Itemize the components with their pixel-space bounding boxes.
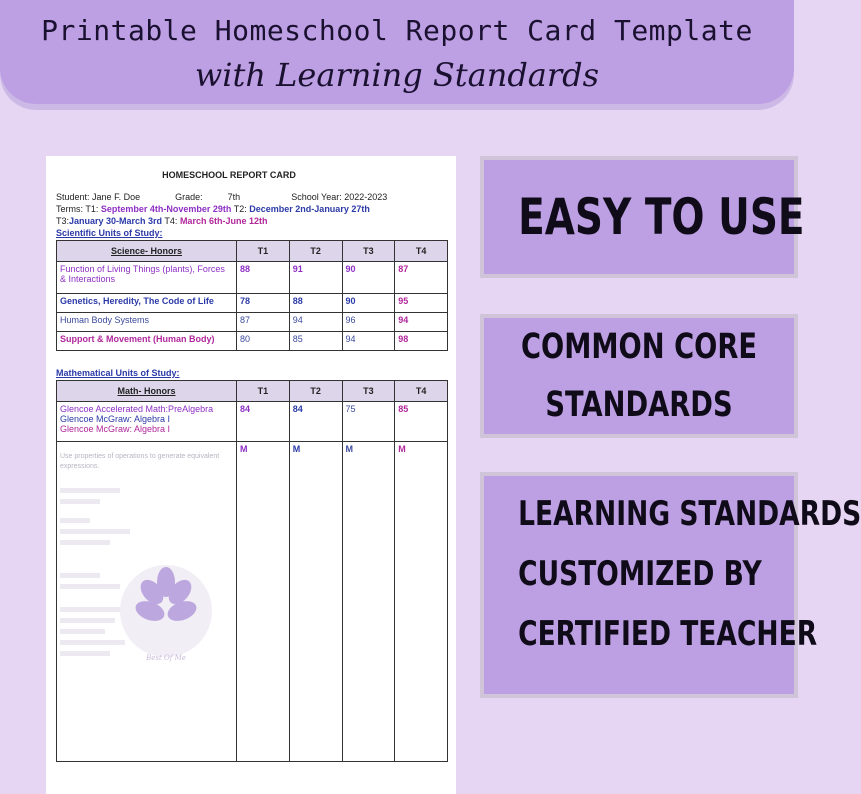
table-row: [57, 262, 448, 294]
term-header: T1: [237, 381, 290, 402]
t3-dates: January 30-March 3rd: [69, 216, 163, 226]
year-value: 2022-2023: [344, 192, 388, 202]
score-cell: 88: [289, 294, 342, 313]
term-header: T2: [289, 241, 342, 262]
feature-text: COMMON CORE: [520, 327, 758, 367]
score-cell: 85: [395, 402, 448, 442]
unit-name: Function of Living Things (plants), Forces & Interactions: [57, 262, 237, 294]
score-cell: 95: [395, 294, 448, 313]
course-name: Glencoe McGraw: Algebra I: [60, 414, 171, 424]
t1-dates: September 4th-November 29th: [100, 204, 232, 214]
feature-box-common-core: [484, 318, 794, 434]
term-header: T3: [342, 381, 395, 402]
score-cell: 90: [342, 294, 395, 313]
score-cell: 84: [237, 402, 290, 442]
term-header: T1: [237, 241, 290, 262]
grade-value: 7th: [227, 192, 241, 202]
score-cell: 84: [289, 402, 342, 442]
t4-dates: March 6th-June 12th: [179, 216, 268, 226]
score-cell: 87: [395, 262, 448, 294]
unit-name: Human Body Systems: [57, 313, 237, 332]
report-card-preview: [46, 156, 456, 794]
science-header-row: [57, 241, 448, 262]
terms-label: Terms: T1:: [56, 204, 99, 214]
table-row: [57, 294, 448, 313]
student-label: Student:: [56, 192, 90, 202]
score-cell: 80: [237, 332, 290, 351]
t4-label: T4:: [164, 216, 178, 226]
term-header: T3: [342, 241, 395, 262]
score-cell: 98: [395, 332, 448, 351]
t3-label: T3:: [56, 216, 70, 226]
unit-name: Support & Movement (Human Body): [57, 332, 237, 351]
mastery-mark: M: [395, 442, 448, 762]
score-cell: 78: [237, 294, 290, 313]
score-cell: 94: [289, 313, 342, 332]
math-header-row: [57, 381, 448, 402]
mastery-mark: M: [289, 442, 342, 762]
table-row: [57, 402, 448, 442]
flower-icon: [106, 556, 226, 656]
watermark-text: Best Of Me: [146, 654, 186, 662]
table-row: [57, 313, 448, 332]
unit-name: Genetics, Heredity, The Code of Life: [57, 294, 237, 313]
table-row: [57, 332, 448, 351]
score-cell: 94: [395, 313, 448, 332]
science-section-label: Scientific Units of Study:: [56, 228, 163, 238]
score-cell: 90: [342, 262, 395, 294]
score-cell: 91: [289, 262, 342, 294]
feature-text: EASY TO USE: [518, 188, 805, 246]
feature-box-standards: [484, 476, 861, 694]
score-cell: 96: [342, 313, 395, 332]
score-cell: 94: [342, 332, 395, 351]
mastery-mark: M: [342, 442, 395, 762]
feature-text: STANDARDS: [545, 385, 733, 425]
title-banner: [0, 0, 794, 104]
term-header: T4: [395, 381, 448, 402]
student-name: Jane F. Doe: [92, 192, 141, 202]
watermark-logo: [106, 556, 226, 696]
math-subject-header: Math- Honors: [57, 381, 237, 402]
student-info-line: [56, 192, 387, 202]
course-list: [57, 402, 237, 442]
feature-text: LEARNING STANDARDS: [518, 494, 861, 534]
term-header: T4: [395, 241, 448, 262]
score-cell: 75: [342, 402, 395, 442]
year-label: School Year:: [291, 192, 342, 202]
course-name: Glencoe McGraw: Algebra I: [60, 424, 171, 434]
report-heading: HOMESCHOOL REPORT CARD: [162, 170, 296, 180]
term-header: T2: [289, 381, 342, 402]
course-name: Glencoe Accelerated Math:PreAlgebra: [60, 404, 214, 414]
terms-line-2: [56, 216, 267, 226]
banner-subtitle: with Learning Standards: [194, 56, 600, 94]
science-subject-header: Science- Honors: [57, 241, 237, 262]
score-cell: 85: [289, 332, 342, 351]
score-cell: 87: [237, 313, 290, 332]
mastery-mark: M: [237, 442, 290, 762]
terms-line-1: [56, 204, 370, 214]
math-section-label: Mathematical Units of Study:: [56, 368, 180, 378]
grade-label: Grade:: [175, 192, 203, 202]
science-table: [56, 240, 448, 351]
banner-title: Printable Homeschool Report Card Template: [41, 14, 753, 47]
feature-box-easy: [484, 160, 805, 274]
feature-text: CUSTOMIZED BY: [518, 554, 762, 594]
feature-text: CERTIFIED TEACHER: [518, 614, 818, 654]
t2-label: T2:: [233, 204, 247, 214]
score-cell: 88: [237, 262, 290, 294]
t2-dates: December 2nd-January 27th: [249, 204, 370, 214]
standard-text: Use properties of operations to generate equivalent expressions.: [60, 453, 220, 470]
